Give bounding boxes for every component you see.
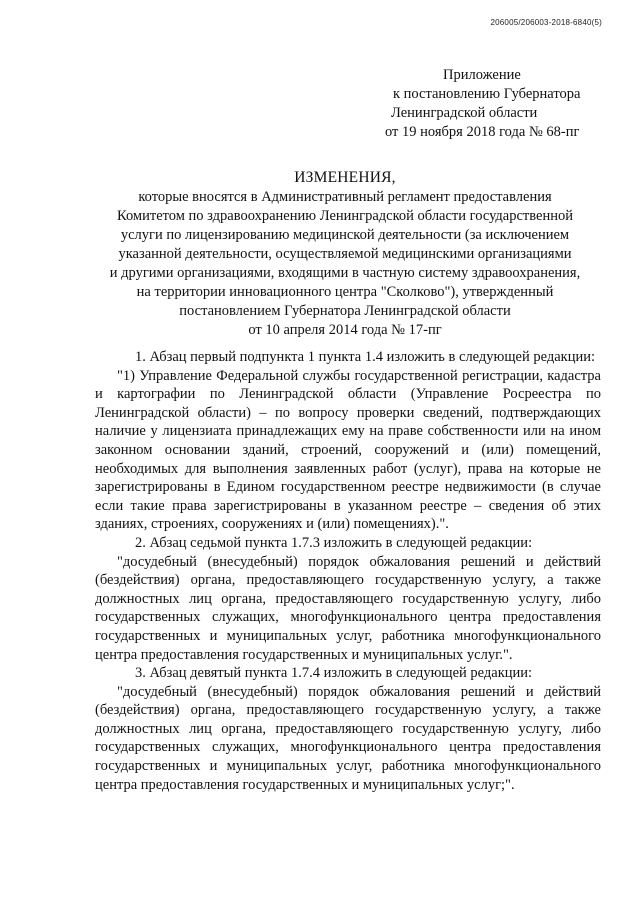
title-line: и другими организациями, входящими в частную систему здравоохранения, [109, 265, 581, 281]
document-body [95, 348, 601, 794]
appendix-line: к постановлению Губернатора [393, 86, 581, 102]
item-1-intro: 1. Абзац первый подпункта 1 пункта 1.4 изложить в следующей редакции: [135, 349, 596, 365]
item-1-text: "1) Управление Федеральной службы государственной регистрации, кадастра и картографии по Ленинградской области (Управление Росреестра по Ленинградской области) – по вопросу проверки сведений, подтверждающих наличие у лицензиата принадлежащих ему на праве собственности или на ином законном основании зданий, строений, сооружений и (или) помещений, необходимых для выполнения заявленных работ (услуг), права на которые не зарегистрированы в Едином государственном реестре недвижимости (в случае если такие права зарегистрированы в указанном реестре – сведения об этих зданиях, строениях, сооружениях и (или) помещениях).". [95, 367, 601, 533]
appendix-line: от 19 ноября 2018 года № 68-пг [385, 124, 580, 140]
title-heading: ИЗМЕНЕНИЯ, [294, 169, 396, 186]
title-line: услуги по лицензированию медицинской деятельности (за исключением [120, 227, 570, 243]
item-3-text: "досудебный (внесудебный) порядок обжалования решений и действий (бездействия) органа, предоставляющего государственную услугу, а также должностных лиц органа, предоставляющего государственную услугу, либо государственных служащих, многофункционального центра предоставления государственных и муниципальных услуг, работника многофункционального центра предоставления государственных и муниципальных услуг;". [95, 683, 601, 793]
appendix-line: Ленинградской области [391, 105, 538, 121]
title-line: постановлением Губернатора Ленинградской области [179, 303, 511, 319]
title-line: которые вносятся в Административный регламент предоставления [138, 189, 552, 205]
item-3-intro: 3. Абзац девятый пункта 1.7.4 изложить в следующей редакции: [135, 665, 533, 682]
appendix-line: Приложение [443, 67, 521, 83]
item-2-intro: 2. Абзац седьмой пункта 1.7.3 изложить в следующей редакции: [135, 534, 533, 551]
item-2-text: "досудебный (внесудебный) порядок обжалования решений и действий (бездействия) органа, предоставляющего государственную услугу, а также должностных лиц органа, предоставляющего государственную услугу, либо государственных служащих, многофункционального центра предоставления государственных и муниципальных услуг, работника многофункционального центра предоставления государственных и муниципальных услуг.". [95, 553, 601, 663]
title-line: Комитетом по здравоохранению Ленинградской области государственной [117, 208, 573, 224]
document-number: 206005/206003-2018-6840(5) [490, 18, 602, 27]
appendix-block [385, 66, 635, 142]
title-line: на территории инновационного центра "Сколково"), утвержденный [136, 284, 554, 300]
title-line: указанной деятельности, осуществляемой медицинскими организациями [118, 246, 572, 262]
document-title [70, 168, 620, 340]
title-line: от 10 апреля 2014 года № 17-пг [248, 322, 442, 338]
